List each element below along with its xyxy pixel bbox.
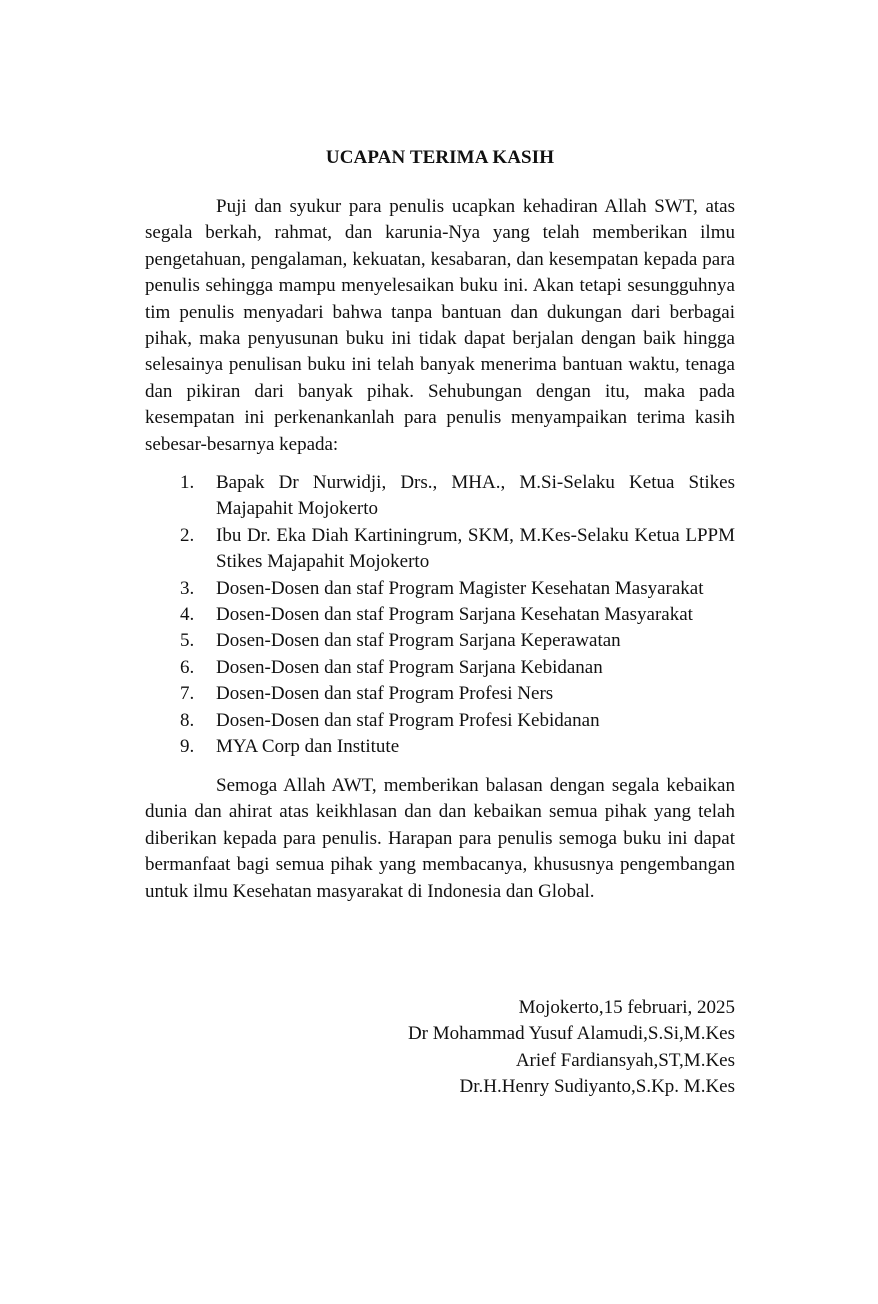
page-title: UCAPAN TERIMA KASIH [325,147,555,168]
list-item-text: Dosen-Dosen dan staf Program Sarjana Keperawatan [216,630,621,652]
list-item-number: 3. [180,577,195,599]
list-item-number: 7. [180,683,195,705]
list-item-text: Dosen-Dosen dan staf Program Sarjana Kebidanan [216,656,603,678]
signature-block [145,995,735,1101]
list-item-number: 2. [180,524,195,546]
list-item [145,734,735,760]
list-item [145,681,735,707]
author-name: Arief Fardiansyah,ST,M.Kes [515,1049,735,1071]
list-item-number: 1. [180,472,195,493]
list-item [145,708,735,734]
list-item-text: Dosen-Dosen dan staf Program Magister Kesehatan Masyarakat [216,577,704,599]
list-item [145,655,735,681]
place-date: Mojokerto,15 februari, 2025 [518,997,735,1018]
intro-paragraph: Puji dan syukur para penulis ucapkan kehadiran Allah SWT, atas segala berkah, rahmat, dan karunia-Nya yang telah memberikan ilmu pengetahuan, pengalaman, kekuatan, kesabaran, dan kesempatan kepada para penulis sehingga mampu menyelesaikan buku ini. Akan tetapi sesungguhnya tim penulis menyadari bahwa tanpa bantuan dan dukungan dari berbagai pihak, maka penyusunan buku ini tidak dapat berjalan dengan baik hingga selesainya penulisan buku ini telah banyak menerima bantuan waktu, tenaga dan pikiran dari banyak pihak. Sehubungan dengan itu, maka pada kesempatan ini perkenankanlah para penulis menyampaikan terima kasih sebesar-besarnya kepada: [145,196,735,455]
list-item-text: Ibu Dr. Eka Diah Kartiningrum, SKM, M.Kes-Selaku Ketua LPPM Stikes Majapahit Mojokerto [216,524,735,573]
list-item-number: 6. [180,656,195,678]
list-item-text: Bapak Dr Nurwidji, Drs., MHA., M.Si-Selaku Ketua Stikes Majapahit Mojokerto [216,472,735,520]
list-item-text: MYA Corp dan Institute [216,736,400,758]
author-name: Dr Mohammad Yusuf Alamudi,S.Si,M.Kes [407,1023,735,1045]
list-item [145,576,735,602]
list-item-text: Dosen-Dosen dan staf Program Sarjana Kesehatan Masyarakat [216,604,693,626]
closing-paragraph: Semoga Allah AWT, memberikan balasan dengan segala kebaikan dunia dan ahirat atas keikhlasan dan dan kebaikan semua pihak yang telah diberikan kepada para penulis. Harapan para penulis semoga buku ini dapat bermanfaat bagi semua pihak yang membacanya, khususnya pengembangan untuk ilmu Kesehatan masyarakat di Indonesia dan Global. [145,775,735,902]
list-item-number: 5. [180,630,195,652]
author-name: Dr.H.Henry Sudiyanto,S.Kp. M.Kes [459,1076,735,1098]
acknowledgement-list [145,470,735,760]
list-item-number: 8. [180,709,195,731]
list-item [145,523,735,576]
list-item-text: Dosen-Dosen dan staf Program Profesi Ners [216,683,554,705]
list-item-number: 4. [180,604,195,626]
list-item [145,628,735,654]
list-item-text: Dosen-Dosen dan staf Program Profesi Kebidanan [216,709,600,731]
list-item-number: 9. [180,736,195,758]
list-item [145,602,735,628]
list-item [145,470,735,523]
